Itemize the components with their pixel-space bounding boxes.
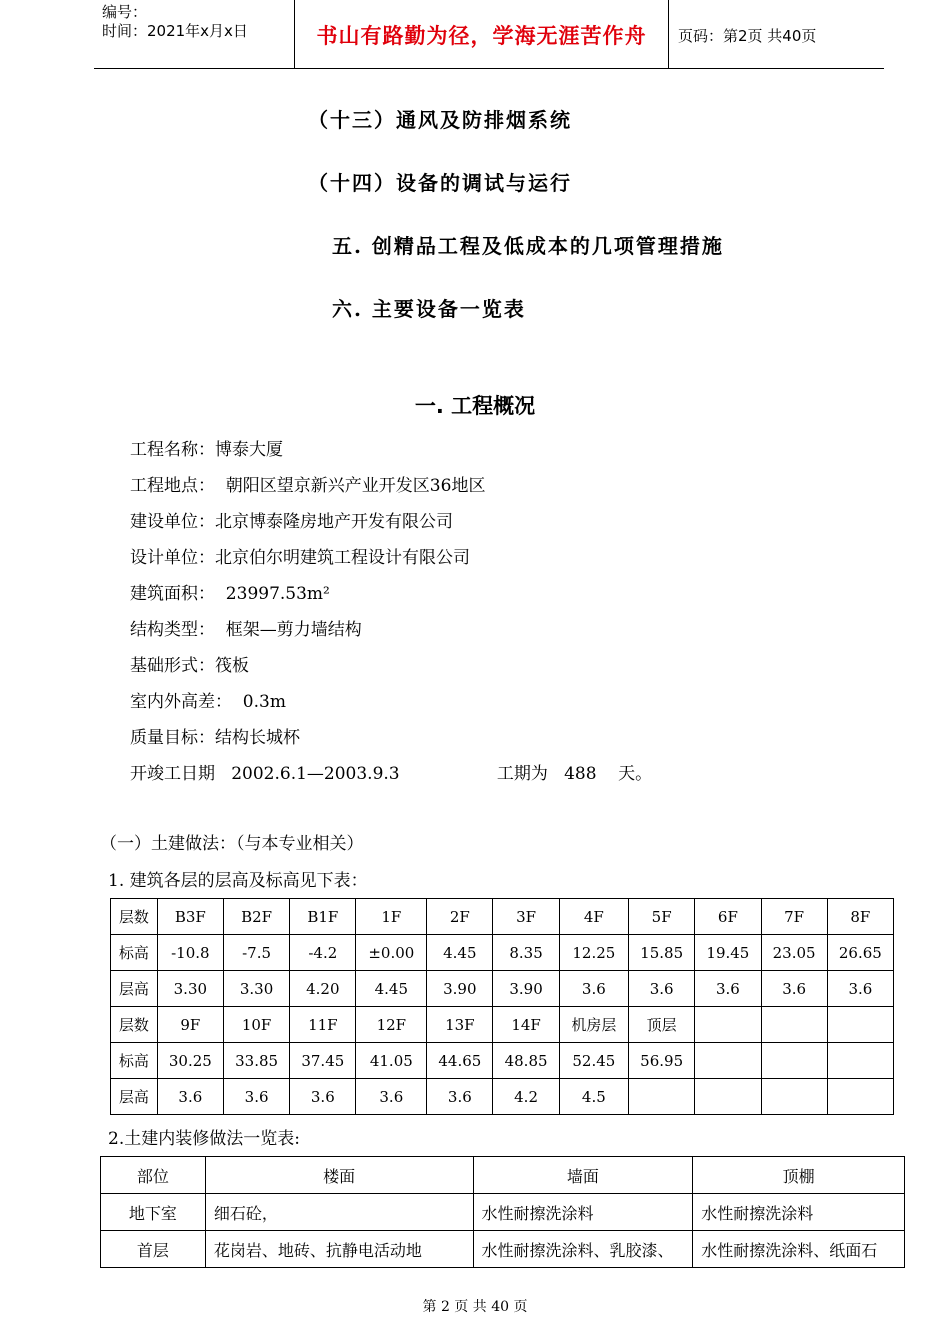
table-header-cell: 部位 — [101, 1157, 206, 1194]
table-cell: 2F — [427, 899, 493, 935]
subsection-heading: （一）土建做法：（与本专业相关） — [100, 834, 364, 854]
table-cell — [695, 1007, 761, 1043]
table-cell: 3.90 — [493, 971, 559, 1007]
table-cell: 顶层 — [629, 1007, 695, 1043]
header-meta — [102, 3, 248, 41]
table-cell: 3.6 — [827, 971, 893, 1007]
table-cell: 地下室 — [101, 1194, 206, 1231]
page-header — [94, 0, 884, 69]
header-divider — [668, 0, 669, 68]
table-cell: 3F — [493, 899, 559, 935]
toc-item: 六. 主要设备一览表 — [332, 297, 526, 321]
table-cell: 1F — [356, 899, 427, 935]
table-cell: B1F — [290, 899, 356, 935]
table-cell: 37.45 — [290, 1043, 356, 1079]
table-cell: 41.05 — [356, 1043, 427, 1079]
toc-item: （十三）通风及防排烟系统 — [308, 108, 572, 132]
table-cell: 3.6 — [157, 1079, 223, 1115]
finish-table — [100, 1156, 905, 1268]
table-cell: 44.65 — [427, 1043, 493, 1079]
table-cell: 7F — [761, 899, 827, 935]
table-cell: 细石砼， — [205, 1194, 473, 1231]
table-header-cell: 顶棚 — [693, 1157, 905, 1194]
info-line: 室内外高差： 0.3m — [130, 692, 286, 712]
table-cell: 层高 — [111, 971, 158, 1007]
toc-item: （十四）设备的调试与运行 — [308, 171, 572, 195]
table-cell: 3.30 — [157, 971, 223, 1007]
info-line: 结构类型： 框架—剪力墙结构 — [130, 620, 362, 640]
table-cell: 4F — [559, 899, 628, 935]
table-cell: 层数 — [111, 899, 158, 935]
table-row — [111, 1079, 894, 1115]
table-cell: 3.6 — [356, 1079, 427, 1115]
table-cell: 3.6 — [290, 1079, 356, 1115]
table-cell — [695, 1043, 761, 1079]
table-row — [111, 899, 894, 935]
table-cell: B3F — [157, 899, 223, 935]
info-line: 基础形式：筏板 — [130, 656, 249, 676]
table-cell: 11F — [290, 1007, 356, 1043]
table-cell: 52.45 — [559, 1043, 628, 1079]
table-cell: 水性耐擦洗涂料、乳胶漆、 — [473, 1231, 693, 1268]
table-row — [111, 1043, 894, 1079]
table-cell — [695, 1079, 761, 1115]
table-cell: ±0.00 — [356, 935, 427, 971]
table-header-row — [101, 1157, 905, 1194]
table-cell: 23.05 — [761, 935, 827, 971]
table-cell — [827, 1043, 893, 1079]
table-cell: 3.90 — [427, 971, 493, 1007]
table-row — [111, 935, 894, 971]
table-cell: 层高 — [111, 1079, 158, 1115]
table-cell: -4.2 — [290, 935, 356, 971]
table-cell: 机房层 — [559, 1007, 628, 1043]
table-cell: 首层 — [101, 1231, 206, 1268]
table-row — [111, 971, 894, 1007]
table-cell: 10F — [223, 1007, 289, 1043]
table-cell: 4.45 — [356, 971, 427, 1007]
table-cell: 3.6 — [695, 971, 761, 1007]
table-cell: 花岗岩、地砖、抗静电活动地 — [205, 1231, 473, 1268]
table-cell: 4.5 — [559, 1079, 628, 1115]
table-cell: 标高 — [111, 935, 158, 971]
table-cell — [827, 1079, 893, 1115]
item-heading: 1. 建筑各层的层高及标高见下表： — [108, 871, 368, 891]
table-row — [111, 1007, 894, 1043]
table-cell: -10.8 — [157, 935, 223, 971]
item-heading: 2.土建内装修做法一览表: — [108, 1129, 300, 1149]
table-cell — [761, 1043, 827, 1079]
table-cell: 12F — [356, 1007, 427, 1043]
table-row — [101, 1231, 905, 1268]
table-cell: 3.6 — [223, 1079, 289, 1115]
info-line: 工程名称：博泰大厦 — [130, 440, 283, 460]
header-motto: 书山有路勤为径，学海无涯苦作舟 — [316, 24, 647, 48]
page-info: 页码：第2页 共40页 — [678, 27, 817, 45]
table-cell: 3.6 — [427, 1079, 493, 1115]
table-cell: 48.85 — [493, 1043, 559, 1079]
table-cell: -7.5 — [223, 935, 289, 971]
table-cell: 3.6 — [559, 971, 628, 1007]
table-cell: 14F — [493, 1007, 559, 1043]
table-cell — [629, 1079, 695, 1115]
number-label: 编号： — [102, 3, 148, 21]
table-row — [101, 1194, 905, 1231]
table-cell: 水性耐擦洗涂料 — [693, 1194, 905, 1231]
table-cell: 13F — [427, 1007, 493, 1043]
table-cell: 15.85 — [629, 935, 695, 971]
info-line: 设计单位：北京伯尔明建筑工程设计有限公司 — [130, 548, 470, 568]
table-cell: 4.20 — [290, 971, 356, 1007]
table-cell: 30.25 — [157, 1043, 223, 1079]
table-cell: 56.95 — [629, 1043, 695, 1079]
table-cell: B2F — [223, 899, 289, 935]
info-line: 建筑面积： 23997.53m² — [130, 584, 330, 604]
page-footer: 第 2 页 共 40 页 — [422, 1299, 528, 1315]
table-cell: 3.30 — [223, 971, 289, 1007]
table-cell: 4.2 — [493, 1079, 559, 1115]
toc-item: 五. 创精品工程及低成本的几项管理措施 — [332, 234, 724, 258]
table-cell: 3.6 — [761, 971, 827, 1007]
table-cell: 8.35 — [493, 935, 559, 971]
table-header-cell: 楼面 — [205, 1157, 473, 1194]
table-cell: 33.85 — [223, 1043, 289, 1079]
table-cell: 26.65 — [827, 935, 893, 971]
info-line: 工程地点： 朝阳区望京新兴产业开发区36地区 — [130, 476, 486, 496]
info-line: 质量目标：结构长城杯 — [130, 728, 300, 748]
table-cell: 水性耐擦洗涂料 — [473, 1194, 693, 1231]
table-cell: 5F — [629, 899, 695, 935]
info-line: 开竣工日期 2002.6.1—2003.9.3 工期为 488 天。 — [130, 764, 653, 784]
table-cell: 水性耐擦洗涂料、纸面石 — [693, 1231, 905, 1268]
table-cell: 9F — [157, 1007, 223, 1043]
table-cell — [761, 1007, 827, 1043]
table-cell: 3.6 — [629, 971, 695, 1007]
table-header-cell: 墙面 — [473, 1157, 693, 1194]
table-cell — [761, 1079, 827, 1115]
table-cell: 19.45 — [695, 935, 761, 971]
section-title: 一. 工程概况 — [414, 394, 536, 418]
time-label: 时间：2021年x月x日 — [102, 22, 248, 40]
table-cell: 标高 — [111, 1043, 158, 1079]
table-cell: 12.25 — [559, 935, 628, 971]
floor-elevation-table — [110, 898, 894, 1115]
table-cell: 6F — [695, 899, 761, 935]
info-line: 建设单位：北京博泰隆房地产开发有限公司 — [130, 512, 453, 532]
table-cell: 8F — [827, 899, 893, 935]
table-cell: 层数 — [111, 1007, 158, 1043]
table-cell: 4.45 — [427, 935, 493, 971]
table-cell — [827, 1007, 893, 1043]
